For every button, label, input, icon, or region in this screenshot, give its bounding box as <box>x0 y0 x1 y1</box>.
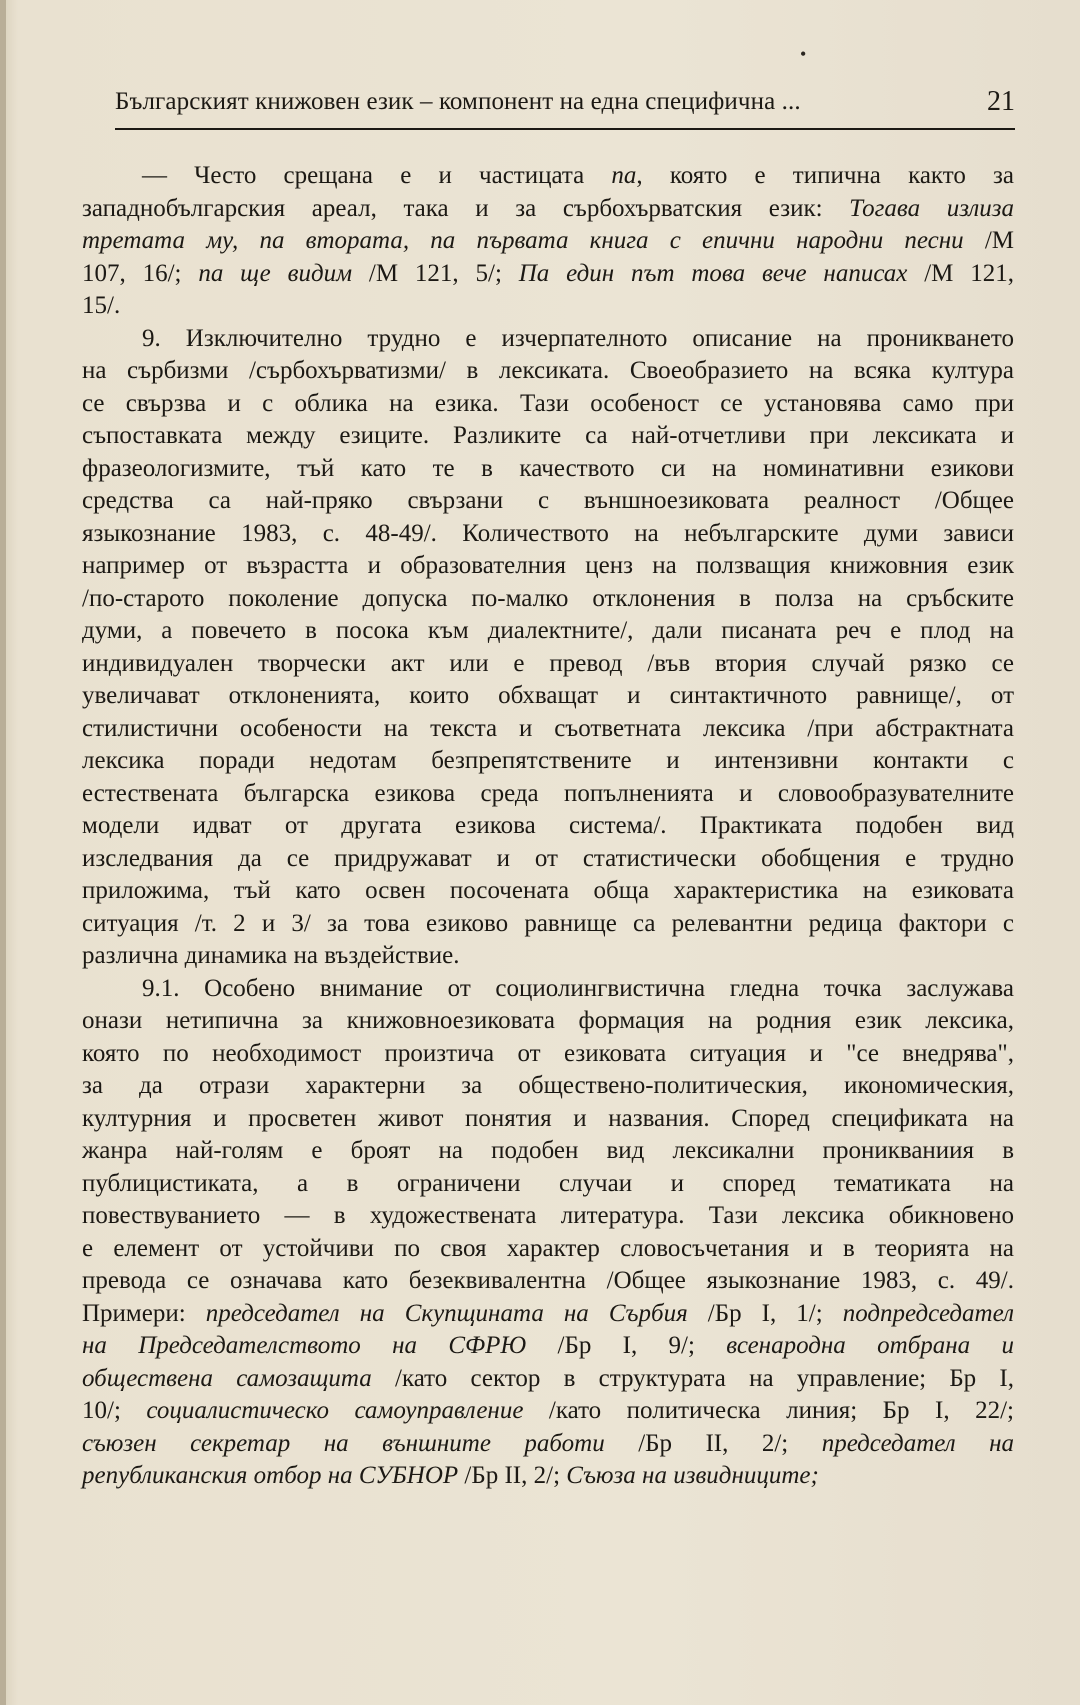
text-run: увеличават отклоненията, които обхващат и синтактичното равнище/, от <box>82 682 1014 709</box>
text-run: за да отрази характерни за обществено-политическия, икономическия, <box>82 1072 1014 1099</box>
italic-example: Па един път това вече написах <box>518 259 908 287</box>
text-run: естествената българска езикова среда попълненията и словообразувателните <box>82 779 1014 807</box>
italic-example: републиканския отбор на СУБНОР <box>82 1462 459 1489</box>
text-line <box>82 1428 1014 1461</box>
italic-example: всенародна отбрана и <box>726 1332 1014 1359</box>
text-run: модели идват от другата езикова система/. Практиката подобен вид <box>82 812 1014 839</box>
text-line <box>82 680 1014 713</box>
text-run: /като политическа линия; Бр I, 22/; <box>523 1397 1014 1424</box>
text-run: публицистиката, а в ограничени случаи и според тематиката на <box>82 1169 1014 1197</box>
text-run: фразеологизмите, тъй като те в качеството си на номинативни езикови <box>82 454 1014 482</box>
print-mark: • <box>800 44 807 64</box>
text-line <box>82 1168 1014 1201</box>
italic-example: председател на <box>821 1429 1014 1457</box>
text-line <box>82 1460 1014 1493</box>
text-line <box>82 225 1014 258</box>
text-line <box>82 1103 1014 1136</box>
text-line <box>82 713 1014 746</box>
text-line <box>82 355 1014 388</box>
text-line <box>82 1363 1014 1396</box>
text-line <box>82 778 1014 811</box>
page-header <box>115 88 1015 128</box>
text-run: се свързва и с облика на езика. Тази особеност се установява само при <box>82 389 1014 417</box>
text-run: /М 121, 5/; <box>352 259 519 287</box>
text-run: /Бр II, 2/; <box>604 1429 822 1457</box>
text-run: която по необходимост произтича от езиковата ситуация и "се внедрява", <box>82 1039 1014 1067</box>
text-run: например от възрастта и образователния ценз на ползващия книжовния език <box>82 552 1014 579</box>
text-line <box>82 1265 1014 1298</box>
text-run: /като сектор в структурата на управление; Бр I, <box>371 1364 1014 1392</box>
text-line <box>82 1233 1014 1266</box>
text-run: културния и просветен живот понятия и названия. Според спецификата на <box>82 1104 1014 1132</box>
text-line <box>82 583 1014 616</box>
text-line <box>82 388 1014 421</box>
text-run: /Бр I, 1/; <box>687 1299 843 1327</box>
text-run: — Често срещана е и частицата <box>142 162 612 189</box>
italic-example: па ще видим <box>198 259 353 287</box>
text-run: /М 121, <box>907 259 1014 287</box>
text-line <box>82 940 1014 973</box>
text-line <box>82 550 1014 583</box>
text-line <box>82 648 1014 681</box>
page-number: 21 <box>987 86 1015 117</box>
text-run: е елемент от устойчиви по своя характер словосъчетания и в теорията на <box>82 1234 1014 1262</box>
italic-example: на Председателството на СФРЮ <box>82 1332 527 1359</box>
text-run: языкознание 1983, с. 48-49/. Количеството на небългарските думи зависи <box>82 519 1014 547</box>
text-line <box>82 420 1014 453</box>
italic-example: па <box>611 162 637 189</box>
paragraph <box>82 323 1014 973</box>
text-run: повествуванието — в художествената литература. Тази лексика обикновено <box>82 1202 1014 1229</box>
text-run: /Бр I, 9/; <box>526 1332 727 1359</box>
text-line <box>82 810 1014 843</box>
text-run: Примери: <box>82 1299 206 1327</box>
italic-example: съюзен секретар на външните работи <box>82 1429 605 1457</box>
text-run: /М <box>963 227 1014 254</box>
text-line <box>82 908 1014 941</box>
text-run: /Бр II, 2/; <box>458 1462 567 1489</box>
text-run: 9.1. Особено внимание от социолингвистична гледна точка заслужава <box>142 974 1014 1002</box>
text-run: думи, а повечето в посока към диалектните/, дали писаната реч е плод на <box>82 617 1014 644</box>
text-run: 107, 16/; <box>82 259 199 287</box>
header-rule <box>115 128 1015 130</box>
paragraph <box>82 160 1014 323</box>
italic-example: Тогава излиза <box>849 194 1014 222</box>
text-run: съпоставката между езиците. Разликите са най-отчетливи при лексиката и <box>82 422 1014 449</box>
text-run: превода се означава като безеквивалентна /Общее языкознание 1983, с. 49/. <box>82 1267 1014 1294</box>
italic-example: третата му, па втората, па първата книга с епични народни песни <box>82 227 964 254</box>
text-line <box>82 843 1014 876</box>
text-line <box>82 1330 1014 1363</box>
text-line <box>82 1395 1014 1428</box>
text-run: жанра най-голям е броят на подобен вид лексикални проникваниия в <box>82 1137 1014 1164</box>
text-line <box>82 485 1014 518</box>
text-line <box>82 1298 1014 1331</box>
italic-example: обществена самозащита <box>82 1364 372 1392</box>
text-line <box>82 973 1014 1006</box>
text-line <box>82 1070 1014 1103</box>
text-run: 10/; <box>82 1397 147 1424</box>
italic-example: председател на Скупщината на Сърбия <box>205 1299 688 1327</box>
text-run: /по-старото поколение допуска по-малко отклонения в полза на сръбските <box>82 584 1014 612</box>
text-line <box>82 323 1014 356</box>
text-run: средства са най-пряко свързани с външноезиковата реалност /Общее <box>82 487 1014 514</box>
text-line <box>82 258 1014 291</box>
text-line <box>82 615 1014 648</box>
italic-example: Съюза на извидниците; <box>566 1462 819 1489</box>
text-line <box>82 1135 1014 1168</box>
text-run: ситуация /т. 2 и 3/ за това езиково равнище са релевантни редица фактори с <box>82 909 1014 937</box>
text-run: стилистични особености на текста и съответната лексика /при абстрактната <box>82 714 1014 742</box>
text-run: различна динамика на въздействие. <box>82 942 460 969</box>
text-run: изследвания да се придружават и от статистически обобщения е трудно <box>82 844 1014 872</box>
text-run: , която е типична както за <box>636 162 1014 189</box>
text-line <box>82 1200 1014 1233</box>
text-line <box>82 453 1014 486</box>
text-line <box>82 1005 1014 1038</box>
italic-example: социалистическо самоуправление <box>146 1397 524 1424</box>
text-run: индивидуален творчески акт или е превод /във втория случай рязко се <box>82 649 1014 677</box>
text-run: западнобългарския ареал, така и за сърбохърватския език: <box>82 194 850 222</box>
text-run: 15/. <box>82 292 121 319</box>
text-run: приложима, тъй като освен посочената обща характеристика на езиковата <box>82 877 1014 904</box>
text-run: на сърбизми /сърбохърватизми/ в лексиката. Своеобразието на всяка култура <box>82 357 1014 384</box>
text-run: онази нетипична за книжовноезиковата формация на родния език лексика, <box>82 1007 1014 1034</box>
running-title: Българският книжовен език – компонент на една специфична ... <box>115 88 801 115</box>
text-line <box>82 290 1014 323</box>
text-run: лексика поради недотам безпрепятствените и интензивни контакти с <box>82 747 1014 774</box>
text-line <box>82 745 1014 778</box>
text-run: 9. Изключително трудно е изчерпателното описание на проникването <box>142 324 1014 352</box>
body-text <box>82 160 1014 1493</box>
text-line <box>82 193 1014 226</box>
italic-example: подпредседател <box>842 1299 1014 1327</box>
text-line <box>82 1038 1014 1071</box>
text-line <box>82 875 1014 908</box>
page-spine-shadow <box>0 0 6 1705</box>
text-line <box>82 518 1014 551</box>
paragraph <box>82 973 1014 1493</box>
text-line <box>82 160 1014 193</box>
